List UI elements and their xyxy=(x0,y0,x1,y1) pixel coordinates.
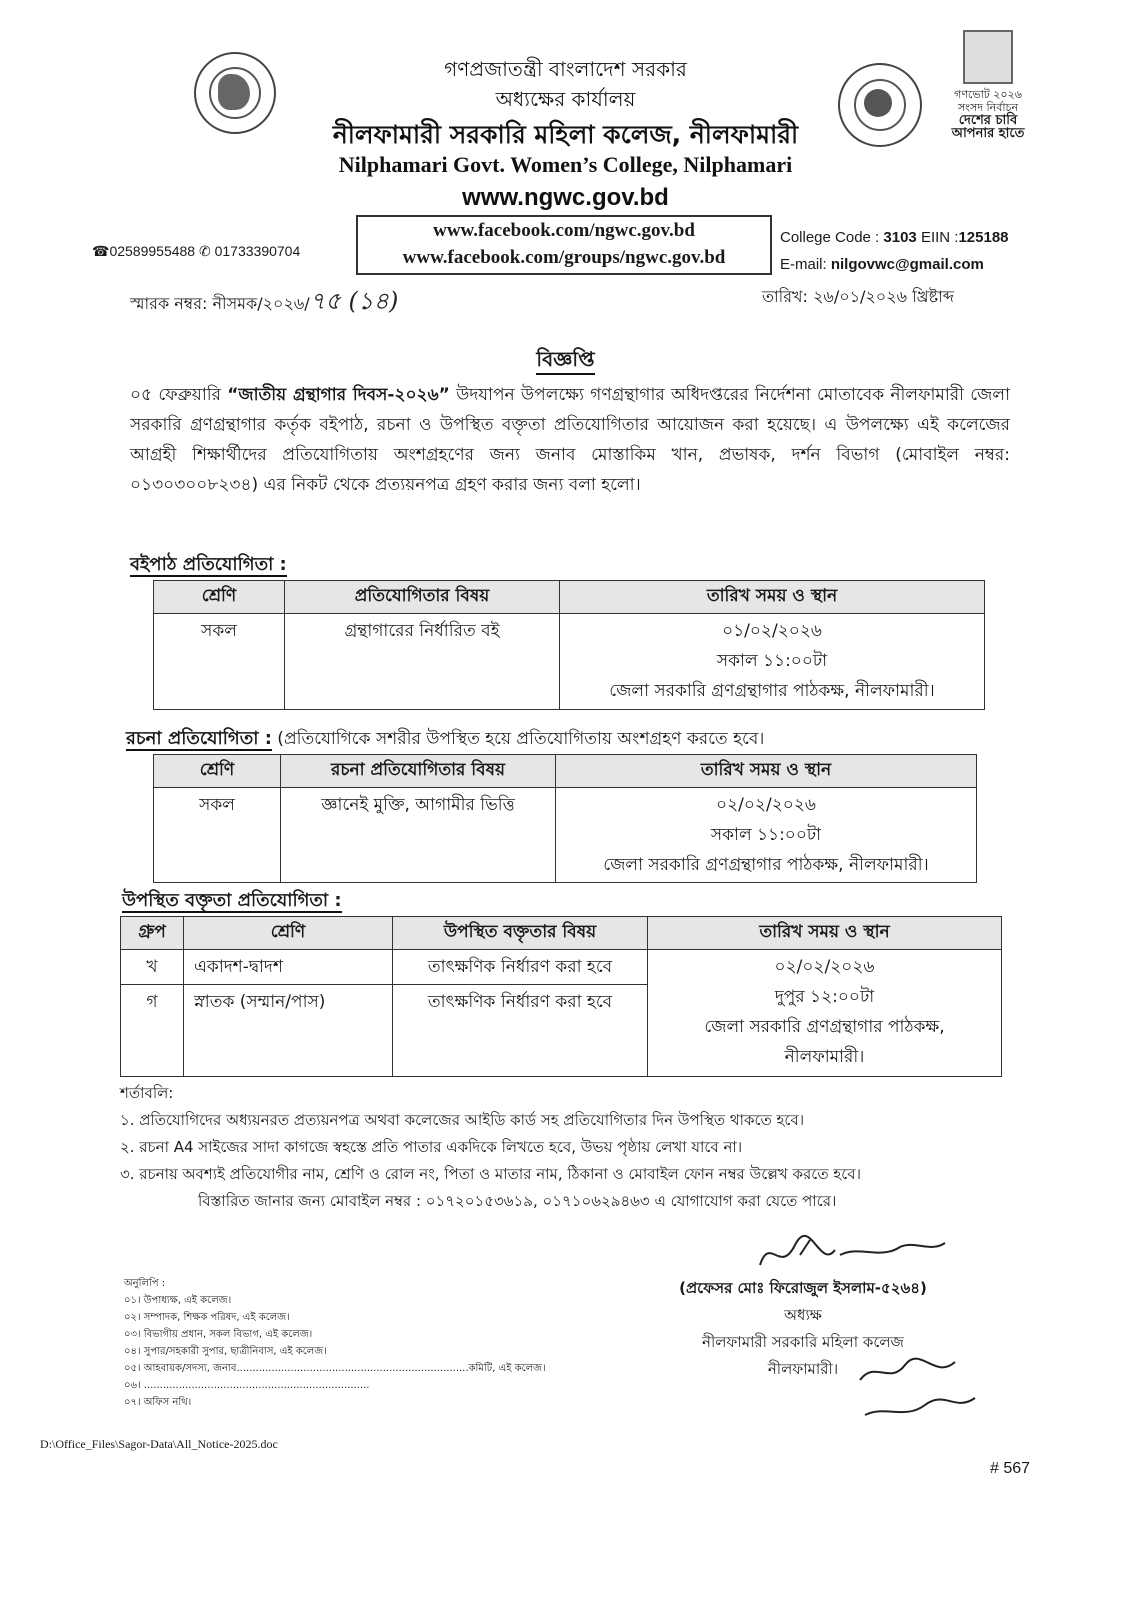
initial-signature xyxy=(850,1350,990,1430)
col-group: গ্রুপ xyxy=(121,917,184,950)
notice-title: বিজ্ঞপ্তি xyxy=(0,345,1131,378)
list-item: ০১। উপাধ্যক্ষ, এই কলেজ। xyxy=(124,1295,232,1306)
list-item: ০২। সম্পাদক, শিক্ষক পরিষদ, এই কলেজ। xyxy=(124,1312,290,1323)
notice-date: তারিখ: ২৬/০১/২০২৬ খ্রিষ্টাব্দ xyxy=(762,287,955,306)
term-3: ৩. রচনায় অবশ্যই প্রতিযোগীর নাম, শ্রেণি ও রোল নং, পিতা ও মাতার নাম, ঠিকানা ও মোবাইল ফোন নম্বর উল্লেখ করতে হবে। xyxy=(120,1165,861,1183)
email-label: E-mail: xyxy=(780,256,831,273)
principal-place: নীলফামারী। xyxy=(767,1360,839,1378)
file-path: D:\Office_Files\Sagor-Data\All_Notice-2025.doc xyxy=(40,1437,278,1451)
table-row-group: গ xyxy=(121,985,184,1077)
col-subject: প্রতিযোগিতার বিষয় xyxy=(285,581,560,614)
principal-title: অধ্যক্ষ xyxy=(784,1306,822,1324)
college-code-block xyxy=(780,224,1009,278)
table-row-class: একাদশ-দ্বাদশ xyxy=(184,950,393,985)
facebook-page-link[interactable]: www.facebook.com/ngwc.gov.bd xyxy=(433,220,695,241)
website-link[interactable]: www.ngwc.gov.bd xyxy=(462,184,669,211)
memo-label: স্মারক নম্বর: নীসমক/২০২৬/ xyxy=(130,294,310,313)
col-class: শ্রেণি xyxy=(184,917,393,950)
list-item: ০৫। আহবায়ক/সদস্য, জনাব.........................................................................কমিটি, এই কলেজ। xyxy=(124,1363,546,1374)
terms-heading: শর্তাবলি: xyxy=(120,1084,174,1102)
essay-heading: রচনা প্রতিযোগিতা : xyxy=(126,728,272,749)
page-number: # 567 xyxy=(990,1460,1031,1477)
eiin-number: 125188 xyxy=(958,229,1009,246)
college-code: 3103 xyxy=(883,229,917,246)
election-line-1: গণভোট ২০২৬ xyxy=(954,88,1022,101)
reading-heading: বইপাঠ প্রতিযোগিতা : xyxy=(130,554,287,575)
phone-numbers: ☎02589955488 ✆ 01733390704 xyxy=(92,243,301,259)
col-subject: উপস্থিত বক্তৃতার বিষয় xyxy=(393,917,648,950)
reading-datetime: ০১/০২/২০২৬ সকাল ১১:০০টা জেলা সরকারি গ্রণগ্রন্থাগার পাঠকক্ষ, নীলফামারী। xyxy=(560,614,985,710)
term-2: ২. রচনা A4 সাইজের সাদা কাগজে স্বহস্তে প্রতি পাতার একদিকে লিখতে হবে, উভয় পৃষ্ঠায় লেখা যাবে না। xyxy=(120,1138,743,1156)
reading-class: সকল xyxy=(154,614,285,710)
event-name: “জাতীয় গ্রন্থাগার দিবস-২০২৬” xyxy=(227,385,450,405)
contact-info: বিস্তারিত জানার জন্য মোবাইল নম্বর : ০১৭২০১৫৩৬১৯, ০১৭১০৬২৯৪৬৩ এ যোগাযোগ করা যেতে পারে। xyxy=(198,1192,837,1210)
col-datetime: তারিখ সময় ও স্থান xyxy=(648,917,1002,950)
speech-heading: উপস্থিত বক্তৃতা প্রতিযোগিতা : xyxy=(122,890,342,911)
copies-list xyxy=(124,1275,546,1411)
reading-subject: গ্রন্থাগারের নির্ধারিত বই xyxy=(285,614,560,710)
list-item: ০৬। ....................................................................... xyxy=(124,1380,370,1391)
election-line-2: সংসদ নির্বাচন xyxy=(957,101,1019,114)
list-item: ০৪। সুপার/সহকারী সুপার, ছাত্রীনিবাস, এই কলেজ। xyxy=(124,1346,327,1357)
essay-subject: জ্ঞানেই মুক্তি, আগামীর ভিত্তি xyxy=(281,788,556,883)
election-line-3: দেশের চাবি xyxy=(958,113,1018,128)
list-item: ০৭। অফিস নথি। xyxy=(124,1397,192,1408)
table-row-group: খ xyxy=(121,950,184,985)
college-name-en: Nilphamari Govt. Women’s College, Nilphamari xyxy=(338,152,793,177)
facebook-links-box xyxy=(356,215,772,275)
col-datetime: তারিখ সময় ও স্থান xyxy=(556,755,977,788)
notice-body: ০৫ ফেব্রুয়ারি “জাতীয় গ্রন্থাগার দিবস-২০২৬” উদযাপন উপলক্ষ্যে গণগ্রন্থাগার অধিদপ্তরের নির্দেশনা মোতাবেক নীলফামারী জেলা সরকারি গ্রণগ্রন্থাগার কর্তৃক বইপাঠ, রচনা ও উপস্থিত বক্তৃতা প্রতিযোগিতার আয়োজন করা হয়েছে। এ উপলক্ষ্যে এই কলেজের আগ্রহী শিক্ষার্থীদের প্রতিযোগিতায় অংশগ্রহণের জন্য জনাব মোস্তাকিম খান, প্রভাষক, দর্শন বিভাগ (মোবাইল নম্বর: ০১৩০৩০০৮২৩৪) এর নিকট থেকে প্রত্যয়নপত্র গ্রহণ করার জন্য বলা হলো। xyxy=(130,385,1010,495)
college-name-bn: নীলফামারী সরকারি মহিলা কলেজ, নীলফামারী xyxy=(332,120,799,149)
table-row-subject: তাৎক্ষণিক নির্ধারণ করা হবে xyxy=(393,985,648,1077)
email-link[interactable]: nilgovwc@gmail.com xyxy=(830,256,984,273)
govt-name: গণপ্রজাতন্ত্রী বাংলাদেশ সরকার xyxy=(444,57,687,81)
essay-heading-line xyxy=(126,724,764,755)
essay-note: (প্রতিযোগিকে সশরীর উপস্থিত হয়ে প্রতিযোগিতায় অংশগ্রহণ করতে হবে। xyxy=(271,729,765,749)
terms-section xyxy=(120,1080,1020,1215)
col-subject: রচনা প্রতিযোগিতার বিষয় xyxy=(281,755,556,788)
reading-table xyxy=(153,580,985,710)
essay-table xyxy=(153,754,977,883)
eiin-label: EIIN : xyxy=(916,229,959,246)
college-code-label: College Code : xyxy=(780,229,884,246)
memo-handwritten: ৭৫ (১৪) xyxy=(309,287,399,315)
principal-org: নীলফামারী সরকারি মহিলা কলেজ xyxy=(702,1333,904,1351)
list-item: ০৩। বিভাগীয় প্রধান, সকল বিভাগ, এই কলেজ। xyxy=(124,1329,313,1340)
facebook-group-link[interactable]: www.facebook.com/groups/ngwc.gov.bd xyxy=(402,247,726,268)
principal-name: (প্রফেসর মোঃ ফিরোজুল ইসলাম-৫২৬৪) xyxy=(679,1279,927,1297)
col-datetime: তারিখ সময় ও স্থান xyxy=(560,581,985,614)
essay-datetime: ০২/০২/২০২৬ সকাল ১১:০০টা জেলা সরকারি গ্রণগ্রন্থাগার পাঠকক্ষ, নীলফামারী। xyxy=(556,788,977,883)
table-row-subject: তাৎক্ষণিক নির্ধারণ করা হবে xyxy=(393,950,648,985)
table-row-class: স্নাতক (সম্মান/পাস) xyxy=(184,985,393,1077)
speech-datetime: ০২/০২/২০২৬ দুপুর ১২:০০টা জেলা সরকারি গ্রণগ্রন্থাগার পাঠকক্ষ, নীলফামারী। xyxy=(648,950,1002,1077)
speech-table xyxy=(120,916,1002,1077)
col-class: শ্রেণি xyxy=(154,755,281,788)
col-class: শ্রেণি xyxy=(154,581,285,614)
term-1: ১. প্রতিযোগিদের অধ্যয়নরত প্রত্যয়নপত্র অথবা কলেজের আইডি কার্ড সহ প্রতিযোগিতার দিন উপস্থিত থাকতে হবে। xyxy=(120,1111,805,1129)
election-line-4: আপনার হাতে xyxy=(951,126,1025,141)
essay-class: সকল xyxy=(154,788,281,883)
memo-number xyxy=(130,283,398,323)
office-name: অধ্যক্ষের কার্যালয় xyxy=(495,87,636,111)
copies-heading: অনুলিপি : xyxy=(124,1278,166,1289)
